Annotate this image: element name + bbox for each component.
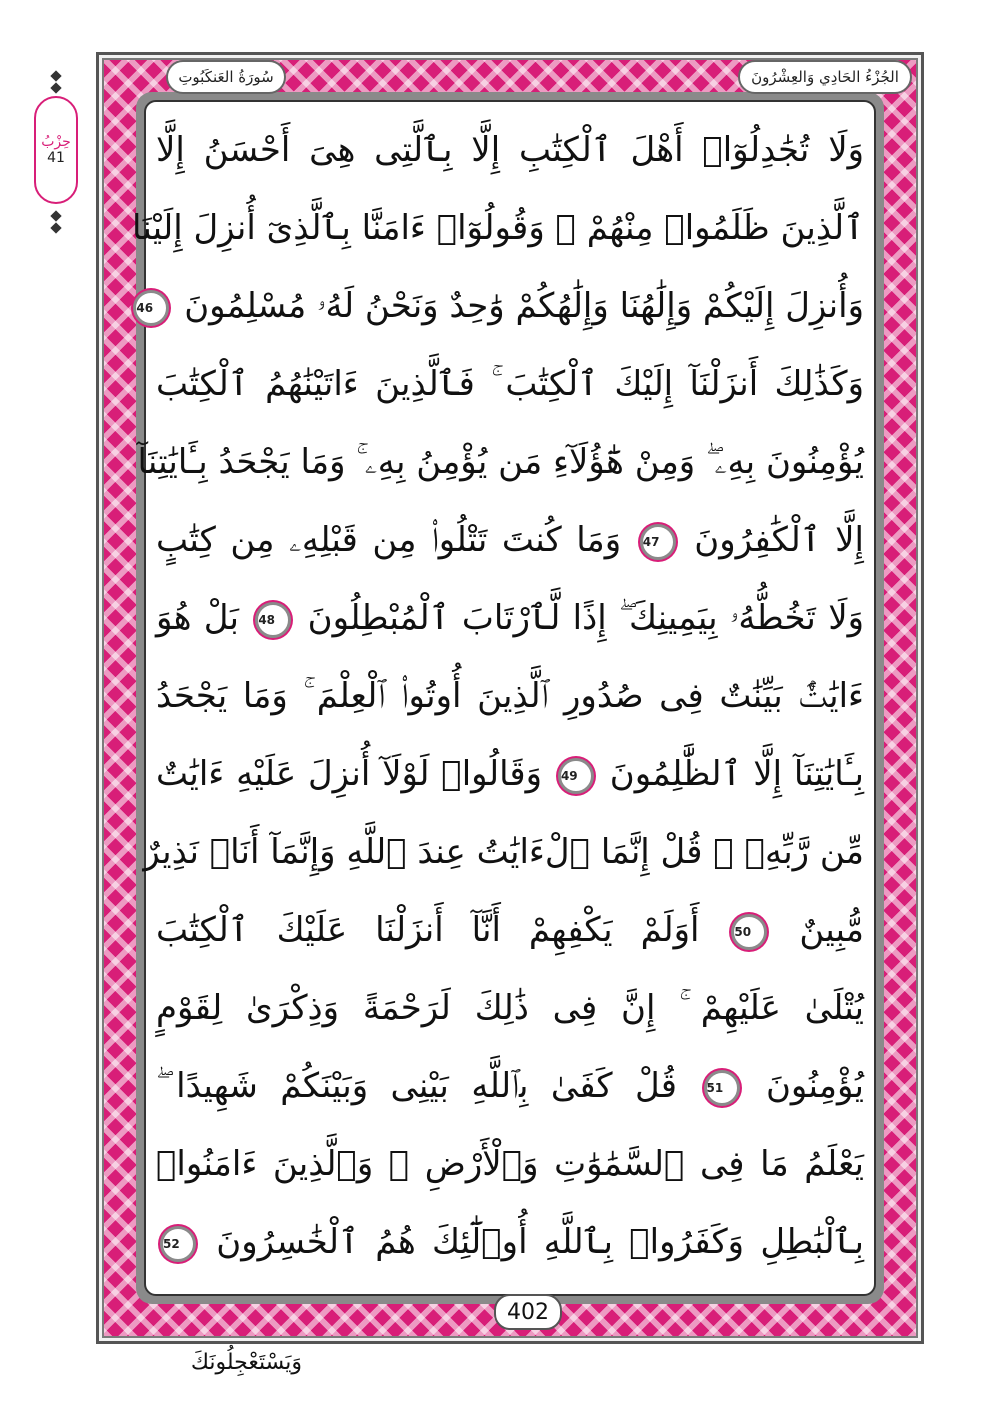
hizb-label: حِزْبُ: [41, 134, 71, 150]
text-line: [156, 1052, 864, 1120]
verse-text: وَقَالُوا۟ لَوْلَآ أُنزِلَ عَلَيْهِ ءَايَٰتٌ: [156, 754, 543, 794]
text-line: [143, 818, 864, 886]
verse-text: أَوَلَمْ يَكْفِهِمْ أَنَّآ أَنزَلْنَا عَلَيْكَ ٱلْكِتَٰبَ: [156, 910, 700, 950]
hizb-top-ornament: [50, 70, 61, 81]
verse-text: يُؤْمِنُونَ بِهِۦ ۖ وَمِنْ هَٰٓؤُلَآءِ مَن يُؤْمِنُ بِهِۦ ۚ وَمَا يَجْحَدُ بِـَٔايَٰتِنَآ: [137, 442, 864, 482]
verse-text: بِٱلْبَٰطِلِ وَكَفَرُوا۟ بِٱللَّهِ أُو۟لَٰٓئِكَ هُمُ ٱلْخَٰسِرُونَ: [216, 1222, 864, 1262]
text-line: [156, 116, 864, 184]
verse-text: إِلَّا ٱلْكَٰفِرُونَ: [694, 520, 865, 560]
verse-text: قُلْ كَفَىٰ بِٱللَّهِ بَيْنِى وَبَيْنَكُمْ شَهِيدًا ۖ: [156, 1066, 678, 1106]
text-line: [156, 506, 864, 574]
hizb-badge: [34, 96, 78, 204]
text-line: [131, 194, 864, 262]
verse-text: ٱلَّذِينَ ظَلَمُوا۟ مِنْهُمْ ۖ وَقُولُوٓا۟ ءَامَنَّا بِٱلَّذِىٓ أُنزِلَ إِلَيْنَا: [131, 208, 864, 248]
text-line: [156, 1208, 864, 1276]
hizb-number: 41: [47, 150, 65, 166]
text-line: [156, 584, 864, 652]
surah-title: سُورَةُ العَنكَبُوتِ: [166, 60, 286, 94]
text-line: [156, 1130, 864, 1198]
hizb-marker: [24, 66, 88, 236]
verse-number-marker: 46: [133, 290, 169, 326]
text-line: [156, 350, 864, 418]
verse-number-marker: 52: [160, 1226, 196, 1262]
hizb-bottom-ornament: [50, 222, 61, 233]
verse-text: وَأُنزِلَ إِلَيْكُمْ وَإِلَٰهُنَا وَإِلَٰهُكُمْ وَٰحِدٌ وَنَحْنُ لَهُۥ مُسْلِمُونَ: [184, 286, 864, 326]
text-line: [156, 740, 864, 808]
verse-number-marker: 48: [255, 602, 291, 638]
verse-text: يُتْلَىٰ عَلَيْهِمْ ۚ إِنَّ فِى ذَٰلِكَ لَرَحْمَةً وَذِكْرَىٰ لِقَوْمٍ: [156, 988, 864, 1028]
page-number: 402: [494, 1294, 562, 1330]
verse-text: وَمَا كُنتَ تَتْلُوا۟ مِن قَبْلِهِۦ مِن كِتَٰبٍ: [156, 520, 622, 560]
verse-number-marker: 49: [558, 758, 594, 794]
verse-text: يَعْلَمُ مَا فِى ٱلسَّمَٰوَٰتِ وَٱلْأَرْضِ ۗ وَٱلَّذِينَ ءَامَنُوا۟: [156, 1144, 864, 1184]
hizb-bottom-ornament: [50, 210, 61, 221]
verse-text: وَكَذَٰلِكَ أَنزَلْنَآ إِلَيْكَ ٱلْكِتَٰبَ ۚ فَٱلَّذِينَ ءَاتَيْنَٰهُمُ ٱلْكِتَٰبَ: [156, 364, 864, 404]
verse-text: يُؤْمِنُونَ: [765, 1066, 864, 1106]
text-line: [156, 662, 864, 730]
verse-text: مِّن رَّبِّهِۦ ۖ قُلْ إِنَّمَا ٱلْءَايَٰتُ عِندَ ٱللَّهِ وَإِنَّمَآ أَنَا۠ نَذِيرٌ: [143, 832, 864, 872]
verse-number-marker: 50: [731, 914, 767, 950]
verse-number-marker: 51: [704, 1070, 740, 1106]
verse-text: ءَايَٰتٌۢ بَيِّنَٰتٌ فِى صُدُورِ ٱلَّذِينَ أُوتُوا۟ ٱلْعِلْمَ ۚ وَمَا يَجْحَدُ: [156, 676, 864, 716]
verse-text: مُّبِينٌ: [799, 910, 865, 950]
text-line: [156, 896, 864, 964]
quran-text: [131, 112, 865, 1284]
text-line: [156, 974, 864, 1042]
verse-text: بَلْ هُوَ: [156, 598, 240, 638]
hizb-top-ornament: [50, 82, 61, 93]
verse-text: وَلَا تُجَٰدِلُوٓا۟ أَهْلَ ٱلْكِتَٰبِ إِلَّا بِٱلَّتِى هِىَ أَحْسَنُ إِلَّا: [156, 130, 864, 170]
text-line: [136, 272, 864, 340]
juz-title: الجُزْءُ الحَادِي وَالعِشْرُونَ: [738, 60, 912, 94]
catchword: وَيَسْتَعْجِلُونَكَ: [190, 1350, 302, 1375]
verse-text: وَلَا تَخُطُّهُۥ بِيَمِينِكَ ۖ إِذًا لَّٱرْتَابَ ٱلْمُبْطِلُونَ: [307, 598, 865, 638]
verse-text: بِـَٔايَٰتِنَآ إِلَّا ٱلظَّٰلِمُونَ: [609, 754, 864, 794]
verse-number-marker: 47: [640, 524, 676, 560]
text-line: [137, 428, 864, 496]
